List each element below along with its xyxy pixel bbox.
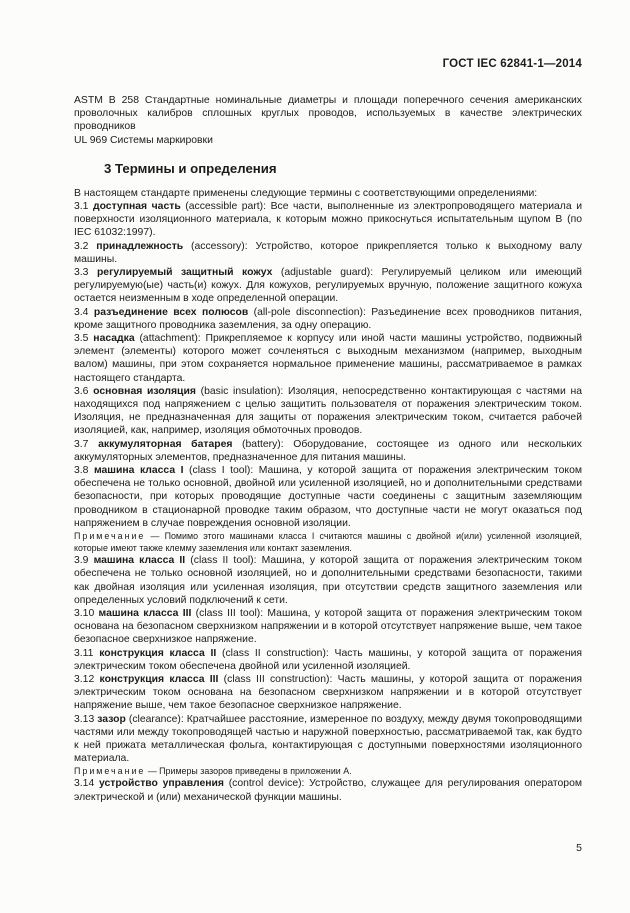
term-3-14: 3.14 устройство управления (control device): Устройство, служащее для регулирования оператором электрической и (или) механической функции машины. xyxy=(74,778,582,803)
term-3-1: 3.1 доступная часть (accessible part): Все части, выполненные из электропроводящего материала и поверхности изоляционного материала, к которым можно прикоснуться испытательным щупом B (по IEC 61032:1997). xyxy=(74,201,582,239)
term-3-7: 3.7 аккумуляторная батарея (battery): Оборудование, состоящее из одного или нескольких аккумуляторных элементов, предназначенное для питания машины. xyxy=(74,438,582,463)
term-3-6: 3.6 основная изоляция (basic insulation): Изоляция, непосредственно контактирующая с частями на находящихся под напряжением с целью защитить пользователя от поражения электрическим током. Изоляция, не предназначенная для защиты от поражения электрическим током, считается рабочей изоляцией, как, например, изоляция обмоточных проводов. xyxy=(74,385,582,437)
term-3-9: 3.9 машина класса II (class II tool): Машина, у которой защита от поражения электрическим током обеспечена не только основной изоляцией, но и дополнительными средствами безопасности, такими как двойная изоляция или усиленная изоляция, при отсутствии средств защитного заземления или определенных условий подключений к сети. xyxy=(74,555,583,606)
term-3-3: 3.3 регулируемый защитный кожух (adjustable guard): Регулируемый целиком или имеющий регулируемую(ые) часть(и) кожух. Для кожухов, регулируемых вручную, положение защитного кожуха остается неизменным в ходе определенной операции. xyxy=(74,267,582,305)
reference-ul: UL 969 Системы маркировки xyxy=(74,134,213,146)
section-title: 3 Термины и определения xyxy=(104,160,277,176)
standard-header: ГОСТ IEC 62841-1—2014 xyxy=(442,58,582,70)
reference-astm: ASTM B 258 Стандартные номинальные диаметры и площади поперечного сечения американских проволочных калибров сплошных круглых проводов, используемых в качестве электрических проводников xyxy=(74,95,582,133)
terms-list-3 xyxy=(74,777,582,803)
note-clearance: Примечание — Примеры зазоров приведены в приложении А. xyxy=(74,766,352,777)
page-content xyxy=(74,94,582,804)
terms-list-1 xyxy=(74,200,582,530)
term-3-4: 3.4 разъединение всех полюсов (all-pole disconnection): Разъединение всех проводников питания, кроме защитного проводника заземления, за одну операцию. xyxy=(74,306,582,331)
terms-list-2 xyxy=(74,554,582,765)
term-3-8: 3.8 машина класса I (class I tool): Машина, у которой защита от поражения электрическим током обеспечена не только основной, двойной или усиленной изоляцией, но и дополнительными средствами безопасности, при которых проводящие доступные части соединены с защитным заземляющим проводником в стационарной проводке таким образом, что доступные части не могут оказаться под напряжением в случае повреждения основной изоляции. xyxy=(74,465,582,529)
term-3-2: 3.2 принадлежность (accessory): Устройство, которое прикрепляется только к выходному валу машины. xyxy=(74,240,582,265)
term-3-10: 3.10 машина класса III (class III tool): Машина, у которой защита от поражения электрическим током основана на безопасном сверхнизком напряжении и в которой отсутствует напряжение выше, чем такое безопасное сверхнизкое напряжение. xyxy=(74,607,582,646)
section-intro: В настоящем стандарте применены следующие термины с соответствующими определениями: xyxy=(74,187,538,199)
term-3-5: 3.5 насадка (attachment): Прикрепляемое к корпусу или иной части машины устройство, подвижный элемент (элементы) которого может сочленяться с выходным механизмом (например, выходным валом) машины, при этом сохраняется нормальное применение машины, рассматриваемое в рамках настоящего стандарта. xyxy=(74,333,582,384)
term-3-11: 3.11 конструкция класса II (class II construction): Часть машины, у которой защита от поражения электрическим током обеспечена двойной или усиленной изоляцией. xyxy=(74,647,582,672)
term-3-12: 3.12 конструкция класса III (class III construction): Часть машины, у которой защита от поражения электрическим током основана на безопасном сверхнизком напряжении и в которой отсутствует напряжение выше, чем такое безопасное сверхнизкое напряжение. xyxy=(74,673,583,712)
term-3-13: 3.13 зазор (clearance): Кратчайшее расстояние, измеренное по воздуху, между двумя токопроводящими частями или между токопроводящей частью и наружной поверхностью, рассматриваемой так, как будто к ней прижата металлическая фольга, контактирующая с доступными поверхностями изоляционного материала. xyxy=(74,713,583,765)
note-class-i: Примечание — Помимо этого машинами класса I считаются машины с двойной и(или) усиленной изоляцией, которые имеют также клемму заземления или контакт заземления. xyxy=(74,531,582,554)
page-number: 5 xyxy=(576,842,582,854)
